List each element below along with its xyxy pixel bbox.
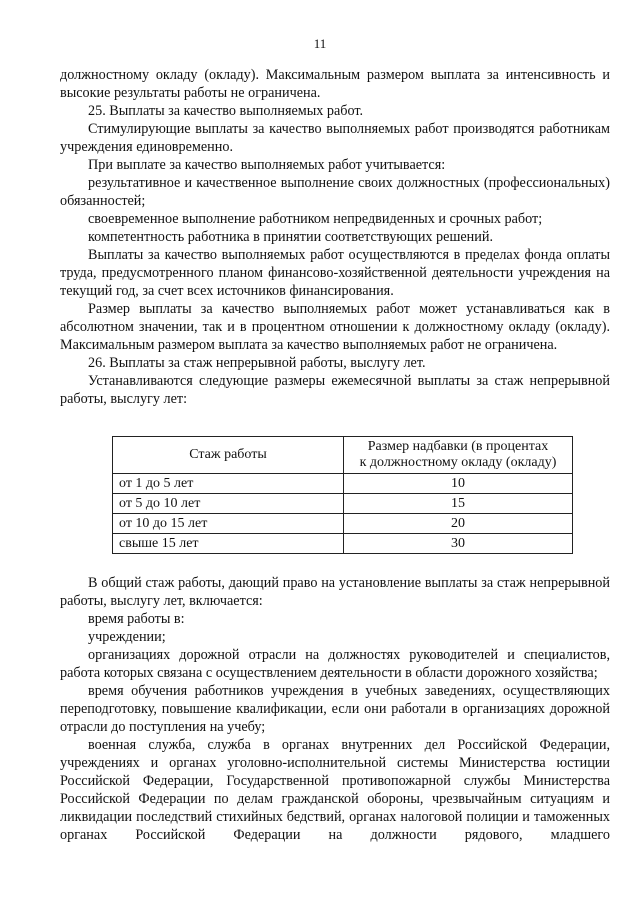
list-item-urgent-work: своевременное выполнение работником непредвиденных и срочных работ; [88, 211, 543, 227]
paragraph-stimulating-payments: Стимулирующие выплаты за качество выполняемых работ производятся работникам учреждения единовременно. [60, 121, 610, 155]
header-bonus-line1: Размер надбавки (в процентах [367, 439, 549, 454]
paragraph-funding: Выплаты за качество выполняемых работ осуществляются в пределах фонда оплаты труда, предусмотренного планом финансово-хозяйственной деятельности учреждения на текущий год, за счет всех источников финансирования. [60, 247, 610, 299]
paragraph-payment-size: Размер выплаты за качество выполняемых работ может устанавливаться как в абсолютном значении, так и в процентном отношении к должностному окладу (окладу). Максимальным размером выплата за качество выполняемых работ не ограничена. [60, 301, 610, 353]
table-header-row [113, 437, 573, 474]
paragraph-total-seniority: В общий стаж работы, дающий право на установление выплаты за стаж непрерывной работы, выслугу лет, включается: [60, 575, 610, 609]
page-number: 11 [313, 36, 327, 51]
row-value: 10 [344, 474, 573, 494]
row-period: свыше 15 лет [113, 534, 344, 554]
header-seniority: Стаж работы [113, 437, 344, 474]
header-bonus-line2: к должностному окладу (окладу) [359, 455, 557, 470]
row-value: 15 [344, 494, 573, 514]
paragraph-established-sizes: Устанавливаются следующие размеры ежемесячной выплаты за стаж непрерывной работы, выслугу лет: [60, 373, 610, 407]
row-period: от 1 до 5 лет [113, 474, 344, 494]
row-value: 30 [344, 534, 573, 554]
list-item-military-service: военная служба, служба в органах внутренних дел Российской Федерации, учреждениях и органах уголовно-исполнительной системы Министерства юстиции Российской Федерации, Государственной противопожарной службы Министерства Российской Федерации по делам гражданской обороны, чрезвычайным ситуациям и ликвидации последствий стихийных бедствий, органах налоговой полиции и таможенных органах Российской Федерации на должности рядового, младшего [60, 737, 610, 843]
seniority-table [112, 436, 573, 554]
list-item-road-organizations: организациях дорожной отрасли на должностях руководителей и специалистов, работа которых связана с осуществлением деятельности в области дорожного хозяйства; [60, 647, 610, 681]
section-26-heading: 26. Выплаты за стаж непрерывной работы, выслугу лет. [88, 355, 426, 371]
header-bonus-size [344, 437, 573, 474]
text-block-bottom [60, 574, 610, 844]
paragraph-considered: При выплате за качество выполняемых работ учитывается: [88, 157, 446, 173]
table-row [113, 514, 573, 534]
list-item-competence: компетентность работника в принятии соответствующих решений. [88, 229, 493, 245]
row-period: от 5 до 10 лет [113, 494, 344, 514]
paragraph-continuation: должностному окладу (окладу). Максимальным размером выплата за интенсивность и высокие результаты работы не ограничена. [60, 67, 610, 101]
row-value: 20 [344, 514, 573, 534]
table-row [113, 534, 573, 554]
text-block-top [60, 66, 610, 408]
list-item-performance: результативное и качественное выполнение своих должностных (профессиональных) обязанностей; [60, 175, 610, 209]
table-row [113, 494, 573, 514]
table-row [113, 474, 573, 494]
row-period: от 10 до 15 лет [113, 514, 344, 534]
list-item-work-time: время работы в: [88, 611, 185, 627]
section-25-heading: 25. Выплаты за качество выполняемых работ. [88, 103, 364, 119]
list-item-institution: учреждении; [88, 629, 166, 645]
list-item-training: время обучения работников учреждения в учебных заведениях, осуществляющих переподготовку, повышение квалификации, если они работали в организациях дорожной отрасли до поступления на учебу; [60, 683, 610, 735]
